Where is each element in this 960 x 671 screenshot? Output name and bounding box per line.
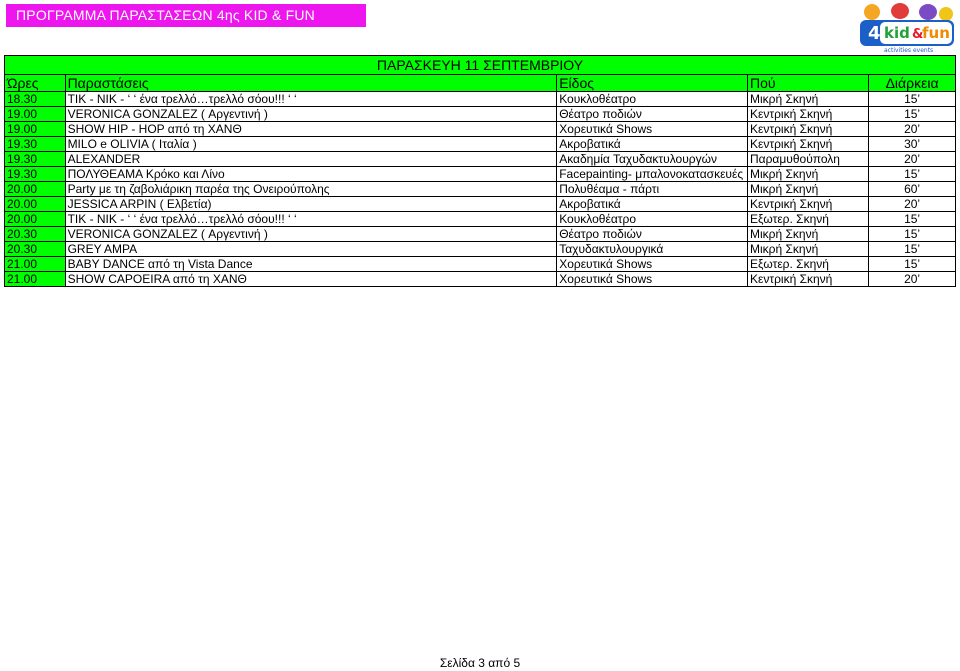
cell-show: VERONICA GONZALEZ ( Αργεντινή )	[65, 227, 557, 242]
cell-where: Κεντρική Σκηνή	[748, 272, 869, 287]
cell-time: 19.00	[5, 107, 66, 122]
cell-show: BABY DANCE από τη Vista Dance	[65, 257, 557, 272]
cell-show: Party με τη ζαβολιάρικη παρέα της Ονειρούπολης	[65, 182, 557, 197]
cell-where: Κεντρική Σκηνή	[748, 122, 869, 137]
cell-where: Κεντρική Σκηνή	[748, 137, 869, 152]
day-title-row	[5, 56, 956, 75]
header-time: Ώρες	[5, 75, 66, 92]
cell-kind: Πολυθέαμα - πάρτι	[557, 182, 748, 197]
logo-amp: &	[912, 27, 924, 42]
table-row	[5, 152, 956, 167]
cell-kind: Θέατρο ποδιών	[557, 107, 748, 122]
cell-time: 21.00	[5, 272, 66, 287]
table-row	[5, 137, 956, 152]
logo-graphic	[858, 2, 956, 54]
logo-kid: kid	[884, 24, 910, 42]
table-row	[5, 182, 956, 197]
cell-kind: Ακροβατικά	[557, 197, 748, 212]
cell-time: 20.00	[5, 182, 66, 197]
cell-duration: 20’	[869, 122, 956, 137]
cell-time: 20.30	[5, 242, 66, 257]
cell-where: Εξωτερ. Σκηνή	[748, 257, 869, 272]
kid-and-fun-logo	[858, 2, 956, 54]
table-row	[5, 212, 956, 227]
cell-show: GREY AMPA	[65, 242, 557, 257]
table-row	[5, 272, 956, 287]
table-row	[5, 122, 956, 137]
cell-kind: Κουκλοθέατρο	[557, 212, 748, 227]
header-duration: Διάρκεια	[869, 75, 956, 92]
cell-duration: 30’	[869, 137, 956, 152]
cell-time: 19.00	[5, 122, 66, 137]
cell-kind: Ακαδημία Ταχυδακτυλουργών	[557, 152, 748, 167]
table-header-row	[5, 75, 956, 92]
cell-where: Μικρή Σκηνή	[748, 167, 869, 182]
cell-duration: 15’	[869, 167, 956, 182]
cell-show: SHOW HIP - HOP από τη ΧΑΝΘ	[65, 122, 557, 137]
header-show: Παραστάσεις	[65, 75, 557, 92]
cell-duration: 20’	[869, 197, 956, 212]
cell-show: ALEXANDER	[65, 152, 557, 167]
schedule-table	[4, 55, 956, 287]
cell-time: 20.00	[5, 197, 66, 212]
cell-show: TIK - NIK - ‘ ‘ ένα τρελλό…τρελλό σόου!!! ‘ ‘	[65, 92, 557, 107]
cell-show: JESSICA ARPIN ( Ελβετία)	[65, 197, 557, 212]
cell-kind: Θέατρο ποδιών	[557, 227, 748, 242]
cell-kind: Χορευτικά Shows	[557, 272, 748, 287]
cell-where: Κεντρική Σκηνή	[748, 107, 869, 122]
cell-time: 20.30	[5, 227, 66, 242]
logo-tagline: activities events	[884, 47, 934, 54]
table-row	[5, 242, 956, 257]
table-row	[5, 92, 956, 107]
cell-duration: 15’	[869, 92, 956, 107]
cell-kind: Ακροβατικά	[557, 137, 748, 152]
cell-where: Μικρή Σκηνή	[748, 227, 869, 242]
cell-where: Μικρή Σκηνή	[748, 182, 869, 197]
day-title: ΠΑΡΑΣΚΕΥΗ 11 ΣΕΠΤΕΜΒΡΙΟΥ	[5, 56, 956, 75]
cell-duration: 15’	[869, 242, 956, 257]
cell-time: 21.00	[5, 257, 66, 272]
table-row	[5, 257, 956, 272]
page-number: Σελίδα 3 από 5	[439, 656, 521, 670]
table-row	[5, 227, 956, 242]
cell-kind: Κουκλοθέατρο	[557, 92, 748, 107]
cell-duration: 15’	[869, 227, 956, 242]
schedule-banner: ΠΡΟΓΡΑΜΜΑ ΠΑΡΑΣΤΑΣΕΩΝ 4ης KID & FUN	[6, 4, 366, 27]
table-row	[5, 107, 956, 122]
cell-kind: Facepainting- μπαλονοκατασκευές	[557, 167, 748, 182]
cell-show: ΠΟΛΥΘΕΑΜΑ Κρόκο και Λίνο	[65, 167, 557, 182]
cell-kind: Χορευτικά Shows	[557, 257, 748, 272]
logo-number: 4	[868, 23, 881, 44]
cell-time: 19.30	[5, 167, 66, 182]
cell-duration: 60’	[869, 182, 956, 197]
table-row	[5, 167, 956, 182]
cell-where: Μικρή Σκηνή	[748, 92, 869, 107]
cell-kind: Χορευτικά Shows	[557, 122, 748, 137]
cell-duration: 15’	[869, 212, 956, 227]
cell-show: SHOW CAPOEIRA από τη ΧΑΝΘ	[65, 272, 557, 287]
cell-show: VERONICA GONZALEZ ( Αργεντινή )	[65, 107, 557, 122]
table-row	[5, 197, 956, 212]
header-where: Πού	[748, 75, 869, 92]
cell-duration: 20’	[869, 272, 956, 287]
cell-time: 19.30	[5, 137, 66, 152]
cell-show: MILO e OLIVIA ( Ιταλία )	[65, 137, 557, 152]
cell-kind: Ταχυδακτυλουργικά	[557, 242, 748, 257]
cell-time: 18.30	[5, 92, 66, 107]
cell-duration: 20’	[869, 152, 956, 167]
cell-where: Κεντρική Σκηνή	[748, 197, 869, 212]
cell-where: Παραμυθούπολη	[748, 152, 869, 167]
cell-time: 19.30	[5, 152, 66, 167]
cell-show: TIK - NIK - ‘ ‘ ένα τρελλό…τρελλό σόου!!! ‘ ‘	[65, 212, 557, 227]
cell-duration: 15’	[869, 257, 956, 272]
header-kind: Είδος	[557, 75, 748, 92]
logo-fun: fun	[922, 24, 950, 42]
cell-time: 20.00	[5, 212, 66, 227]
cell-duration: 15’	[869, 107, 956, 122]
cell-where: Εξωτερ. Σκηνή	[748, 212, 869, 227]
cell-where: Μικρή Σκηνή	[748, 242, 869, 257]
